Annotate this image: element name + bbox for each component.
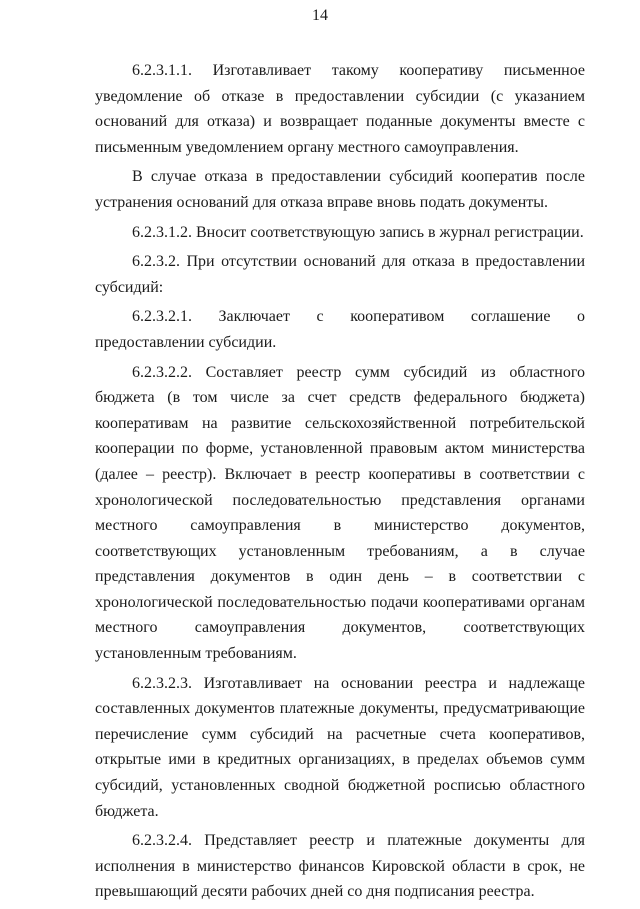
paragraph-6-2-3-2-1: 6.2.3.2.1. Заключает с кооперативом соглашение о предоставлении субсидии. [95,308,585,351]
document-body [95,58,585,909]
paragraph-6-2-3-2: 6.2.3.2. При отсутствии оснований для отказа в предоставлении субсидий: [95,253,585,296]
paragraph-6-2-3-2-4: 6.2.3.2.4. Представляет реестр и платежные документы для исполнения в министерство финансов Кировской области в срок, не превышающий десяти рабочих дней со дня подписания реестра. [95,832,585,901]
paragraph-refusal-resubmission: В случае отказа в предоставлении субсидий кооператив после устранения оснований для отказа вправе вновь подать документы. [95,168,585,211]
paragraph-6-2-3-2-2: 6.2.3.2.2. Составляет реестр сумм субсидий из областного бюджета (в том числе за счет средств федерального бюджета) кооперативам на развитие сельскохозяйственной потребительской кооперации по форме, установленной правовым актом министерства (далее – реестр). Включает в реестр кооперативы в соответствии с хронологической последовательностью представления органами местного самоуправления в министерство документов, соответствующих установленным требованиям, а в случае представления документов в один день – в соответствии с хронологической последовательностью подачи кооперативами органам местного самоуправления документов, соответствующих установленным требованиям. [95,363,585,663]
paragraph-6-2-3-1-2: 6.2.3.1.2. Вносит соответствующую запись в журнал регистрации. [132,223,584,241]
paragraph-6-2-3-1-1: 6.2.3.1.1. Изготавливает такому кооперативу письменное уведомление об отказе в предоставлении субсидии (с указанием оснований для отказа) и возвращает поданные документы вместе с письменным уведомлением органу местного самоуправления. [95,62,585,156]
paragraph-6-2-3-2-3: 6.2.3.2.3. Изготавливает на основании реестра и надлежаще составленных документов платежные документы, предусматривающие перечисление сумм субсидий на расчетные счета кооперативов, открытые ими в кредитных организациях, в пределах объемов сумм субсидий, установленных сводной бюджетной росписью областного бюджета. [95,674,585,820]
page-number: 14 [312,7,328,24]
